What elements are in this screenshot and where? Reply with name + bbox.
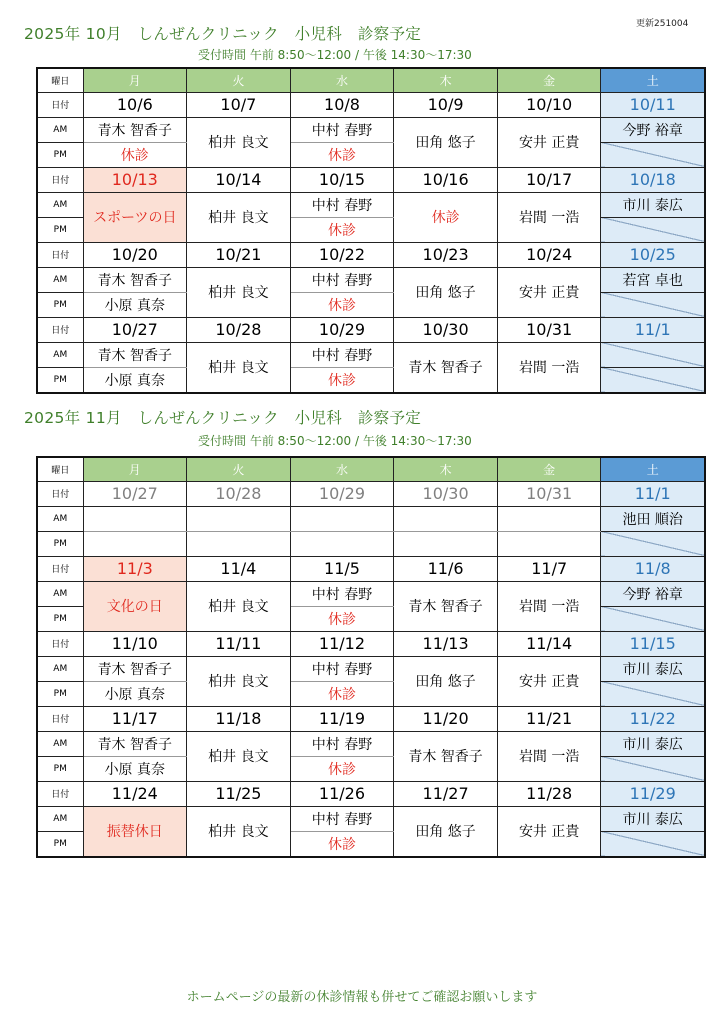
- date-cell: 11/1: [601, 317, 705, 342]
- date-cell: 11/10: [83, 631, 187, 656]
- date-row: [37, 556, 705, 581]
- saturday-am-cell: 市川 泰広: [601, 656, 705, 681]
- date-cell: 10/30: [394, 317, 498, 342]
- saturday-pm-cell: [601, 367, 705, 393]
- date-cell: 10/10: [497, 92, 601, 117]
- date-cell: 10/29: [290, 317, 394, 342]
- pm-row: [37, 756, 705, 781]
- date-cell: 11/17: [83, 706, 187, 731]
- date-cell: 11/20: [394, 706, 498, 731]
- pm-label: PM: [37, 831, 83, 857]
- saturday-pm-cell: [601, 681, 705, 706]
- doctor-am-cell: 中村 春野: [290, 192, 394, 217]
- date-cell: 11/1: [601, 481, 705, 506]
- am-label: AM: [37, 267, 83, 292]
- date-label: 日付: [37, 92, 83, 117]
- doctor-am-cell: 中村 春野: [290, 342, 394, 367]
- november-hours: 受付時間 午前 8:50～12:00 / 午後 14:30～17:30: [198, 434, 472, 448]
- date-cell: 10/29: [290, 481, 394, 506]
- date-label: 日付: [37, 631, 83, 656]
- date-label: 日付: [37, 781, 83, 806]
- date-cell: 10/31: [497, 317, 601, 342]
- date-label: 日付: [37, 167, 83, 192]
- pm-row: [37, 367, 705, 393]
- doctor-cell: 安井 正貴: [497, 806, 601, 857]
- date-cell: 11/6: [394, 556, 498, 581]
- date-cell: 11/3: [83, 556, 187, 581]
- am-label: AM: [37, 806, 83, 831]
- blank-cell: [83, 506, 187, 531]
- pm-row: [37, 681, 705, 706]
- pm-label: PM: [37, 756, 83, 781]
- saturday-pm-cell: [601, 142, 705, 167]
- doctor-pm-cell: 小原 真奈: [83, 756, 187, 781]
- date-cell: 10/28: [187, 317, 291, 342]
- am-row: [37, 267, 705, 292]
- am-label: AM: [37, 192, 83, 217]
- date-row: [37, 781, 705, 806]
- am-label: AM: [37, 506, 83, 531]
- am-label: AM: [37, 117, 83, 142]
- weekday-header: 土: [601, 68, 705, 92]
- doctor-cell: 田角 悠子: [394, 267, 498, 317]
- weekday-header: 土: [601, 457, 705, 481]
- date-cell: 10/13: [83, 167, 187, 192]
- doctor-am-cell: 中村 春野: [290, 117, 394, 142]
- blank-cell: [394, 531, 498, 556]
- doctor-cell: 田角 悠子: [394, 656, 498, 706]
- weekday-label: 曜日: [37, 457, 83, 481]
- doctor-pm-cell: 小原 真奈: [83, 292, 187, 317]
- saturday-am-cell: 池田 順治: [601, 506, 705, 531]
- date-cell: 11/21: [497, 706, 601, 731]
- doctor-cell: 青木 智香子: [394, 731, 498, 781]
- date-cell: 10/15: [290, 167, 394, 192]
- am-row: [37, 656, 705, 681]
- blank-cell: [290, 531, 394, 556]
- october-schedule-table: [36, 67, 706, 394]
- date-cell: 11/5: [290, 556, 394, 581]
- date-cell: 11/18: [187, 706, 291, 731]
- date-cell: 11/26: [290, 781, 394, 806]
- doctor-cell: 青木 智香子: [394, 342, 498, 393]
- date-cell: 10/24: [497, 242, 601, 267]
- date-cell: 10/11: [601, 92, 705, 117]
- closed-pm-cell: 休診: [290, 142, 394, 167]
- pm-label: PM: [37, 531, 83, 556]
- weekday-header: 火: [187, 457, 291, 481]
- blank-cell: [187, 506, 291, 531]
- date-cell: 11/29: [601, 781, 705, 806]
- date-cell: 10/9: [394, 92, 498, 117]
- weekday-header: 木: [394, 68, 498, 92]
- date-row: [37, 92, 705, 117]
- pm-label: PM: [37, 681, 83, 706]
- blank-cell: [187, 531, 291, 556]
- pm-row: [37, 142, 705, 167]
- date-cell: 10/22: [290, 242, 394, 267]
- doctor-am-cell: 青木 智香子: [83, 342, 187, 367]
- date-cell: 10/14: [187, 167, 291, 192]
- closed-cell: 休診: [394, 192, 498, 242]
- saturday-am-cell: 今野 裕章: [601, 581, 705, 606]
- date-cell: 11/25: [187, 781, 291, 806]
- weekday-header: 金: [497, 457, 601, 481]
- saturday-pm-cell: [601, 292, 705, 317]
- date-cell: 10/28: [187, 481, 291, 506]
- date-cell: 10/20: [83, 242, 187, 267]
- updated-stamp: 更新251004: [636, 19, 689, 29]
- doctor-pm-cell: 小原 真奈: [83, 367, 187, 393]
- pm-row: [37, 531, 705, 556]
- doctor-cell: 田角 悠子: [394, 117, 498, 167]
- pm-label: PM: [37, 217, 83, 242]
- doctor-am-cell: 青木 智香子: [83, 656, 187, 681]
- date-cell: 11/4: [187, 556, 291, 581]
- weekday-header-row: [37, 68, 705, 92]
- date-cell: 11/15: [601, 631, 705, 656]
- doctor-cell: 柏井 良文: [187, 581, 291, 631]
- doctor-am-cell: 中村 春野: [290, 731, 394, 756]
- date-cell: 10/6: [83, 92, 187, 117]
- doctor-pm-cell: 小原 真奈: [83, 681, 187, 706]
- date-cell: 10/25: [601, 242, 705, 267]
- date-row: [37, 242, 705, 267]
- date-cell: 10/27: [83, 317, 187, 342]
- weekday-header-row: [37, 457, 705, 481]
- date-cell: 10/7: [187, 92, 291, 117]
- doctor-cell: 岩間 一浩: [497, 192, 601, 242]
- saturday-am-cell: 市川 泰広: [601, 731, 705, 756]
- doctor-am-cell: 中村 春野: [290, 267, 394, 292]
- closed-pm-cell: 休診: [290, 606, 394, 631]
- doctor-cell: 青木 智香子: [394, 581, 498, 631]
- weekday-header: 金: [497, 68, 601, 92]
- am-row: [37, 117, 705, 142]
- weekday-header: 水: [290, 68, 394, 92]
- holiday-cell: 振替休日: [83, 806, 187, 857]
- doctor-cell: 安井 正貴: [497, 117, 601, 167]
- date-cell: 10/23: [394, 242, 498, 267]
- date-cell: 11/28: [497, 781, 601, 806]
- date-cell: 10/8: [290, 92, 394, 117]
- saturday-am-cell: 市川 泰広: [601, 192, 705, 217]
- date-label: 日付: [37, 556, 83, 581]
- date-row: [37, 317, 705, 342]
- saturday-am-cell: 今野 裕章: [601, 117, 705, 142]
- date-cell: 10/30: [394, 481, 498, 506]
- am-label: AM: [37, 342, 83, 367]
- doctor-cell: 岩間 一浩: [497, 731, 601, 781]
- doctor-am-cell: 中村 春野: [290, 656, 394, 681]
- blank-cell: [497, 531, 601, 556]
- date-row: [37, 706, 705, 731]
- doctor-cell: 安井 正貴: [497, 267, 601, 317]
- date-cell: 10/16: [394, 167, 498, 192]
- blank-cell: [394, 506, 498, 531]
- closed-pm-cell: 休診: [290, 292, 394, 317]
- date-cell: 11/19: [290, 706, 394, 731]
- date-cell: 10/21: [187, 242, 291, 267]
- date-cell: 10/27: [83, 481, 187, 506]
- doctor-cell: 柏井 良文: [187, 192, 291, 242]
- date-cell: 10/31: [497, 481, 601, 506]
- doctor-cell: 田角 悠子: [394, 806, 498, 857]
- am-row: [37, 581, 705, 606]
- am-label: AM: [37, 656, 83, 681]
- doctor-cell: 柏井 良文: [187, 656, 291, 706]
- date-label: 日付: [37, 706, 83, 731]
- date-cell: 11/24: [83, 781, 187, 806]
- doctor-cell: 柏井 良文: [187, 117, 291, 167]
- doctor-am-cell: 中村 春野: [290, 581, 394, 606]
- saturday-pm-cell: [601, 831, 705, 857]
- november-title: 2025年 11月 しんぜんクリニック 小児科 診察予定: [24, 409, 422, 427]
- date-label: 日付: [37, 317, 83, 342]
- doctor-cell: 岩間 一浩: [497, 581, 601, 631]
- blank-cell: [290, 506, 394, 531]
- saturday-pm-cell: [601, 606, 705, 631]
- doctor-cell: 柏井 良文: [187, 342, 291, 393]
- date-row: [37, 631, 705, 656]
- blank-cell: [83, 531, 187, 556]
- weekday-label: 曜日: [37, 68, 83, 92]
- date-cell: 11/7: [497, 556, 601, 581]
- october-hours: 受付時間 午前 8:50～12:00 / 午後 14:30～17:30: [198, 48, 472, 62]
- weekday-header: 月: [83, 68, 187, 92]
- closed-pm-cell: 休診: [290, 367, 394, 393]
- date-cell: 11/14: [497, 631, 601, 656]
- date-cell: 11/22: [601, 706, 705, 731]
- doctor-cell: 安井 正貴: [497, 656, 601, 706]
- date-label: 日付: [37, 481, 83, 506]
- weekday-header: 木: [394, 457, 498, 481]
- saturday-pm-cell: [601, 531, 705, 556]
- doctor-am-cell: 青木 智香子: [83, 731, 187, 756]
- saturday-am-cell: 若宮 卓也: [601, 267, 705, 292]
- doctor-cell: 柏井 良文: [187, 267, 291, 317]
- pm-label: PM: [37, 292, 83, 317]
- date-cell: 11/8: [601, 556, 705, 581]
- saturday-pm-cell: [601, 217, 705, 242]
- footer-notice: ホームページの最新の休診情報も併せてご確認お願いします: [186, 990, 538, 1005]
- date-cell: 10/18: [601, 167, 705, 192]
- date-cell: 11/13: [394, 631, 498, 656]
- weekday-header: 月: [83, 457, 187, 481]
- closed-pm-cell: 休診: [290, 831, 394, 857]
- doctor-am-cell: 青木 智香子: [83, 117, 187, 142]
- closed-pm-cell: 休診: [83, 142, 187, 167]
- am-row: [37, 806, 705, 831]
- blank-cell: [497, 506, 601, 531]
- date-cell: 11/12: [290, 631, 394, 656]
- date-cell: 11/27: [394, 781, 498, 806]
- saturday-am-cell: 市川 泰広: [601, 806, 705, 831]
- doctor-cell: 岩間 一浩: [497, 342, 601, 393]
- saturday-pm-cell: [601, 756, 705, 781]
- am-row: [37, 506, 705, 531]
- pm-label: PM: [37, 606, 83, 631]
- weekday-header: 火: [187, 68, 291, 92]
- am-label: AM: [37, 731, 83, 756]
- am-row: [37, 192, 705, 217]
- closed-pm-cell: 休診: [290, 217, 394, 242]
- am-row: [37, 731, 705, 756]
- doctor-cell: 柏井 良文: [187, 806, 291, 857]
- pm-label: PM: [37, 367, 83, 393]
- am-row: [37, 342, 705, 367]
- closed-pm-cell: 休診: [290, 681, 394, 706]
- date-row: [37, 167, 705, 192]
- date-label: 日付: [37, 242, 83, 267]
- october-title: 2025年 10月 しんぜんクリニック 小児科 診察予定: [24, 25, 422, 43]
- pm-row: [37, 292, 705, 317]
- date-cell: 10/17: [497, 167, 601, 192]
- weekday-header: 水: [290, 457, 394, 481]
- am-label: AM: [37, 581, 83, 606]
- saturday-am-cell: [601, 342, 705, 367]
- november-schedule-table: [36, 456, 706, 858]
- date-row: [37, 481, 705, 506]
- holiday-cell: スポーツの日: [83, 192, 187, 242]
- pm-label: PM: [37, 142, 83, 167]
- holiday-cell: 文化の日: [83, 581, 187, 631]
- doctor-am-cell: 中村 春野: [290, 806, 394, 831]
- closed-pm-cell: 休診: [290, 756, 394, 781]
- date-cell: 11/11: [187, 631, 291, 656]
- doctor-am-cell: 青木 智香子: [83, 267, 187, 292]
- doctor-cell: 柏井 良文: [187, 731, 291, 781]
